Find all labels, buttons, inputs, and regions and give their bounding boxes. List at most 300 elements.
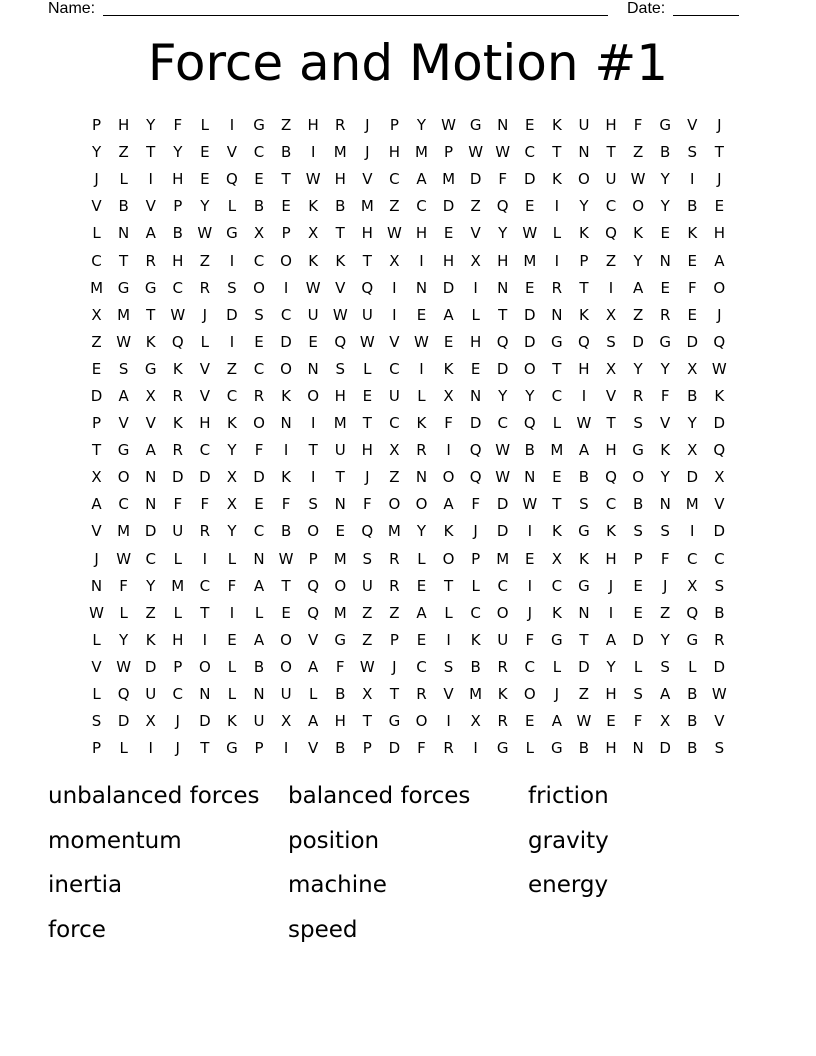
grid-letter: S xyxy=(254,305,264,324)
grid-letter: C xyxy=(416,657,427,676)
grid-letter: Y xyxy=(200,197,210,216)
grid-letter: W xyxy=(170,305,186,324)
grid-letter: I xyxy=(581,386,587,405)
grid-letter: B xyxy=(687,739,698,758)
grid-letter: W xyxy=(576,712,592,731)
grid-letter: C xyxy=(389,359,400,378)
grid-letter: U xyxy=(145,685,157,704)
grid-letter: W xyxy=(711,359,727,378)
grid-letter: R xyxy=(145,251,156,270)
grid-letter: L xyxy=(552,657,562,676)
grid-letter: A xyxy=(118,386,129,405)
grid-letter: P xyxy=(389,630,399,649)
grid-letter: V xyxy=(145,414,156,433)
grid-letter: X xyxy=(145,386,156,405)
grid-letter: W xyxy=(197,224,213,243)
word-bank xyxy=(48,777,768,955)
grid-letter: X xyxy=(91,305,102,324)
grid-letter: Y xyxy=(660,630,670,649)
grid-letter: X xyxy=(714,468,725,487)
grid-letter: R xyxy=(389,576,400,595)
grid-letter: Y xyxy=(416,116,427,135)
grid-row xyxy=(83,112,733,139)
grid-letter: G xyxy=(253,116,265,135)
grid-letter: E xyxy=(633,603,643,622)
grid-letter: A xyxy=(253,630,265,649)
grid-letter: N xyxy=(334,495,346,514)
grid-letter: E xyxy=(714,197,725,216)
grid-letter: K xyxy=(551,522,562,541)
grid-letter: V xyxy=(91,197,102,216)
name-label: Name: xyxy=(48,0,96,17)
grid-letter: G xyxy=(551,739,563,758)
grid-letter: L xyxy=(173,603,182,622)
grid-letter: C xyxy=(551,386,563,405)
grid-letter: V xyxy=(660,414,671,433)
grid-letter: P xyxy=(471,549,481,568)
grid-letter: L xyxy=(444,603,453,622)
grid-letter: E xyxy=(254,495,264,514)
grid-letter: C xyxy=(172,685,184,704)
grid-letter: L xyxy=(227,549,237,568)
grid-letter: G xyxy=(496,739,509,758)
grid-letter: C xyxy=(551,576,563,595)
grid-letter: B xyxy=(660,143,671,162)
word-bank-item: machine xyxy=(288,872,387,898)
grid-letter: J xyxy=(608,576,614,595)
grid-letter: M xyxy=(117,522,131,541)
grid-letter: J xyxy=(527,603,532,622)
grid-letter: A xyxy=(253,576,265,595)
grid-letter: W xyxy=(441,116,456,135)
grid-letter: J xyxy=(554,685,560,704)
word-bank-item: friction xyxy=(528,783,609,809)
grid-letter: F xyxy=(335,657,345,676)
grid-letter: K xyxy=(281,386,291,405)
grid-letter: K xyxy=(579,224,589,243)
word-bank-item: force xyxy=(48,916,106,943)
grid-row xyxy=(83,302,733,329)
grid-row xyxy=(83,735,733,762)
grid-letter: M xyxy=(415,143,428,162)
grid-letter: R xyxy=(253,386,265,405)
grid-letter: T xyxy=(389,685,399,704)
grid-letter: N xyxy=(578,603,590,622)
grid-letter: V xyxy=(199,359,210,378)
grid-letter: C xyxy=(118,495,129,514)
grid-letter: Z xyxy=(118,143,129,162)
grid-letter: F xyxy=(444,414,453,433)
grid-letter: W xyxy=(495,143,511,162)
grid-letter: O xyxy=(415,712,428,731)
grid-letter: U xyxy=(280,685,292,704)
grid-letter: U xyxy=(361,576,373,595)
grid-letter: E xyxy=(362,386,373,405)
grid-letter: I xyxy=(690,522,695,541)
grid-letter: Q xyxy=(171,332,184,351)
grid-letter: L xyxy=(200,116,210,135)
grid-letter: E xyxy=(416,305,427,324)
grid-letter: Y xyxy=(173,143,183,162)
grid-letter: H xyxy=(442,251,455,270)
grid-letter: I xyxy=(608,278,614,297)
grid-letter: T xyxy=(443,576,454,595)
grid-letter: B xyxy=(335,739,346,758)
grid-letter: S xyxy=(687,143,698,162)
grid-letter: F xyxy=(471,495,480,514)
grid-letter: F xyxy=(660,549,670,568)
grid-letter: S xyxy=(118,359,129,378)
grid-letter: F xyxy=(200,495,210,514)
name-blank-line xyxy=(103,15,608,16)
grid-letter: M xyxy=(333,414,347,433)
grid-letter: V xyxy=(118,414,129,433)
grid-letter: Y xyxy=(498,386,508,405)
grid-letter: Z xyxy=(605,251,617,270)
grid-letter: L xyxy=(119,739,128,758)
grid-letter: O xyxy=(307,522,320,541)
grid-letter: Z xyxy=(362,630,373,649)
grid-letter: E xyxy=(525,197,535,216)
grid-letter: Y xyxy=(660,170,670,189)
grid-letter: Q xyxy=(469,441,482,460)
grid-letter: N xyxy=(307,359,319,378)
grid-letter: O xyxy=(117,468,130,487)
grid-letter: T xyxy=(579,278,589,297)
grid-letter: T xyxy=(362,414,372,433)
grid-letter: L xyxy=(227,657,237,676)
grid-letter: R xyxy=(632,386,644,405)
grid-letter: B xyxy=(578,739,590,758)
grid-letter: D xyxy=(713,414,726,433)
grid-letter: V xyxy=(91,657,102,676)
word-search-grid xyxy=(83,112,733,762)
grid-letter: H xyxy=(605,685,617,704)
grid-letter: I xyxy=(283,739,289,758)
grid-row xyxy=(83,329,733,356)
grid-letter: N xyxy=(578,143,590,162)
grid-letter: C xyxy=(145,549,156,568)
grid-letter: C xyxy=(226,386,238,405)
grid-letter: V xyxy=(605,386,617,405)
grid-letter: L xyxy=(227,685,237,704)
grid-letter: O xyxy=(442,549,455,568)
grid-letter: F xyxy=(281,495,291,514)
grid-letter: Q xyxy=(713,441,726,460)
grid-letter: M xyxy=(442,170,456,189)
grid-letter: E xyxy=(525,712,535,731)
grid-letter: A xyxy=(308,657,319,676)
grid-letter: Y xyxy=(606,657,616,676)
grid-row xyxy=(83,193,733,220)
word-bank-item: gravity xyxy=(528,827,609,854)
grid-letter: W xyxy=(305,170,321,189)
grid-letter: E xyxy=(687,251,697,270)
grid-letter: P xyxy=(389,116,399,135)
grid-letter: I xyxy=(310,414,316,433)
grid-letter: I xyxy=(310,143,316,162)
grid-letter: Q xyxy=(307,603,320,622)
grid-letter: I xyxy=(419,251,424,270)
grid-letter: H xyxy=(172,170,184,189)
grid-letter: L xyxy=(417,549,426,568)
grid-letter: C xyxy=(389,414,400,433)
grid-letter: E xyxy=(254,170,264,189)
grid-letter: F xyxy=(498,170,508,189)
grid-letter: C xyxy=(605,495,617,514)
grid-letter: I xyxy=(310,468,316,487)
grid-letter: D xyxy=(199,468,211,487)
grid-letter: K xyxy=(308,197,319,216)
grid-letter: N xyxy=(90,576,103,595)
grid-letter: L xyxy=(363,359,372,378)
grid-letter: K xyxy=(606,522,616,541)
grid-letter: X xyxy=(687,576,698,595)
grid-letter: M xyxy=(171,576,185,595)
grid-letter: X xyxy=(145,712,156,731)
grid-letter: H xyxy=(578,359,590,378)
grid-letter: D xyxy=(632,332,644,351)
grid-letter: A xyxy=(91,495,102,514)
grid-letter: C xyxy=(714,549,725,568)
grid-letter: Z xyxy=(389,468,400,487)
grid-letter: M xyxy=(90,278,104,297)
grid-letter: B xyxy=(687,386,698,405)
grid-letter: Q xyxy=(469,468,482,487)
grid-letter: P xyxy=(173,197,183,216)
grid-letter: B xyxy=(172,224,183,243)
grid-letter: Y xyxy=(416,522,427,541)
grid-letter: X xyxy=(389,441,400,460)
grid-letter: S xyxy=(660,657,670,676)
grid-letter: J xyxy=(94,549,99,568)
grid-letter: H xyxy=(605,549,617,568)
grid-letter: B xyxy=(253,197,265,216)
grid-letter: K xyxy=(172,414,183,433)
grid-letter: N xyxy=(415,468,428,487)
grid-letter: B xyxy=(714,603,725,622)
grid-letter: H xyxy=(469,332,482,351)
grid-letter: G xyxy=(659,116,671,135)
grid-letter: U xyxy=(307,305,319,324)
grid-letter: Y xyxy=(227,522,237,541)
grid-letter: X xyxy=(470,251,481,270)
word-bank-item: balanced forces xyxy=(288,783,471,809)
grid-letter: H xyxy=(334,170,346,189)
grid-letter: H xyxy=(415,224,428,243)
grid-letter: W xyxy=(414,332,429,351)
grid-letter: X xyxy=(443,386,454,405)
grid-letter: V xyxy=(91,522,102,541)
grid-letter: G xyxy=(117,441,130,460)
grid-letter: T xyxy=(362,251,372,270)
grid-letter: F xyxy=(660,386,670,405)
grid-row xyxy=(83,546,733,573)
grid-letter: P xyxy=(92,739,102,758)
grid-letter: A xyxy=(443,495,454,514)
grid-letter: D xyxy=(469,170,482,189)
grid-letter: E xyxy=(416,576,427,595)
grid-letter: W xyxy=(522,224,538,243)
grid-letter: S xyxy=(443,657,454,676)
grid-letter: Y xyxy=(579,197,589,216)
grid-letter: K xyxy=(145,332,156,351)
grid-letter: X xyxy=(470,712,481,731)
grid-letter: D xyxy=(524,305,536,324)
grid-letter: N xyxy=(145,468,157,487)
grid-letter: W xyxy=(522,495,538,514)
grid-letter: I xyxy=(690,170,695,189)
grid-letter: S xyxy=(362,549,373,568)
grid-letter: D xyxy=(280,332,292,351)
grid-letter: L xyxy=(633,657,643,676)
grid-letter: Q xyxy=(605,224,617,243)
grid-letter: L xyxy=(92,630,101,649)
grid-letter: T xyxy=(335,224,345,243)
grid-letter: I xyxy=(283,278,289,297)
grid-letter: X xyxy=(389,251,400,270)
grid-letter: G xyxy=(469,116,482,135)
grid-letter: R xyxy=(416,685,427,704)
grid-letter: X xyxy=(253,224,265,243)
grid-letter: W xyxy=(495,441,511,460)
grid-letter: W xyxy=(332,305,348,324)
grid-letter: N xyxy=(632,739,644,758)
grid-letter: W xyxy=(116,657,132,676)
grid-letter: Z xyxy=(578,685,590,704)
grid-letter: T xyxy=(308,441,318,460)
grid-letter: D xyxy=(524,170,536,189)
grid-letter: A xyxy=(308,712,319,731)
grid-letter: O xyxy=(280,359,292,378)
grid-letter: F xyxy=(525,630,535,649)
grid-letter: P xyxy=(308,549,318,568)
grid-letter: F xyxy=(687,278,697,297)
grid-letter: T xyxy=(281,576,291,595)
grid-letter: D xyxy=(388,739,401,758)
grid-row xyxy=(83,356,733,383)
grid-letter: L xyxy=(552,224,562,243)
grid-letter: E xyxy=(443,332,454,351)
grid-letter: S xyxy=(335,359,345,378)
grid-letter: L xyxy=(119,603,128,622)
grid-letter: M xyxy=(333,143,347,162)
grid-letter: R xyxy=(443,739,454,758)
grid-row xyxy=(83,708,733,735)
grid-letter: O xyxy=(280,630,292,649)
grid-letter: I xyxy=(527,522,532,541)
grid-letter: V xyxy=(335,278,346,297)
grid-letter: C xyxy=(687,549,698,568)
grid-letter: C xyxy=(497,576,508,595)
grid-letter: K xyxy=(227,414,237,433)
grid-letter: D xyxy=(171,468,184,487)
grid-letter: W xyxy=(359,657,375,676)
grid-letter: H xyxy=(605,116,617,135)
grid-letter: X xyxy=(362,685,373,704)
grid-letter: Q xyxy=(605,468,617,487)
grid-letter: Y xyxy=(660,468,670,487)
grid-letter: E xyxy=(281,603,291,622)
grid-letter: J xyxy=(202,305,208,324)
grid-letter: R xyxy=(199,278,211,297)
grid-letter: K xyxy=(579,305,589,324)
grid-letter: W xyxy=(576,414,592,433)
grid-letter: F xyxy=(227,576,237,595)
grid-letter: X xyxy=(226,468,238,487)
grid-letter: Y xyxy=(146,116,156,135)
grid-letter: T xyxy=(552,359,562,378)
grid-letter: X xyxy=(605,359,617,378)
grid-letter: D xyxy=(713,657,726,676)
grid-letter: E xyxy=(443,224,454,243)
grid-letter: Y xyxy=(633,251,643,270)
grid-letter: D xyxy=(442,278,455,297)
grid-letter: O xyxy=(253,414,265,433)
grid-letter: Y xyxy=(660,359,670,378)
grid-letter: F xyxy=(633,712,643,731)
grid-letter: E xyxy=(200,143,210,162)
grid-row xyxy=(83,166,733,193)
grid-letter: E xyxy=(91,359,102,378)
header xyxy=(48,0,748,20)
grid-letter: Z xyxy=(389,603,400,622)
grid-letter: Z xyxy=(470,197,481,216)
grid-letter: K xyxy=(660,441,671,460)
grid-letter: T xyxy=(146,305,156,324)
grid-letter: Z xyxy=(632,305,644,324)
grid-letter: S xyxy=(633,685,643,704)
grid-letter: J xyxy=(94,170,99,189)
grid-letter: T xyxy=(498,305,508,324)
grid-letter: M xyxy=(360,197,374,216)
grid-letter: F xyxy=(173,116,183,135)
grid-letter: L xyxy=(688,657,697,676)
grid-letter: G xyxy=(578,522,590,541)
word-bank-item: energy xyxy=(528,872,609,898)
grid-letter: L xyxy=(173,549,182,568)
grid-letter: X xyxy=(687,359,698,378)
grid-letter: O xyxy=(632,197,644,216)
grid-letter: T xyxy=(606,414,616,433)
grid-letter: K xyxy=(551,116,562,135)
grid-letter: Y xyxy=(660,197,670,216)
grid-letter: L xyxy=(308,685,318,704)
grid-letter: Y xyxy=(227,441,237,460)
grid-letter: X xyxy=(308,224,319,243)
grid-letter: C xyxy=(199,441,211,460)
grid-letter: B xyxy=(335,197,346,216)
grid-letter: R xyxy=(714,630,725,649)
grid-letter: T xyxy=(552,495,562,514)
grid-letter: S xyxy=(227,278,237,297)
grid-letter: B xyxy=(118,197,129,216)
grid-letter: I xyxy=(229,332,235,351)
grid-letter: N xyxy=(118,224,130,243)
grid-letter: C xyxy=(253,522,265,541)
grid-letter: V xyxy=(308,739,319,758)
grid-letter: B xyxy=(470,657,481,676)
grid-letter: L xyxy=(471,576,480,595)
grid-letter: H xyxy=(334,712,346,731)
grid-row xyxy=(83,491,733,518)
grid-letter: I xyxy=(473,739,478,758)
grid-letter: N xyxy=(551,305,563,324)
grid-letter: J xyxy=(662,576,668,595)
grid-letter: V xyxy=(226,143,238,162)
grid-letter: T xyxy=(146,143,156,162)
grid-letter: Q xyxy=(713,332,726,351)
